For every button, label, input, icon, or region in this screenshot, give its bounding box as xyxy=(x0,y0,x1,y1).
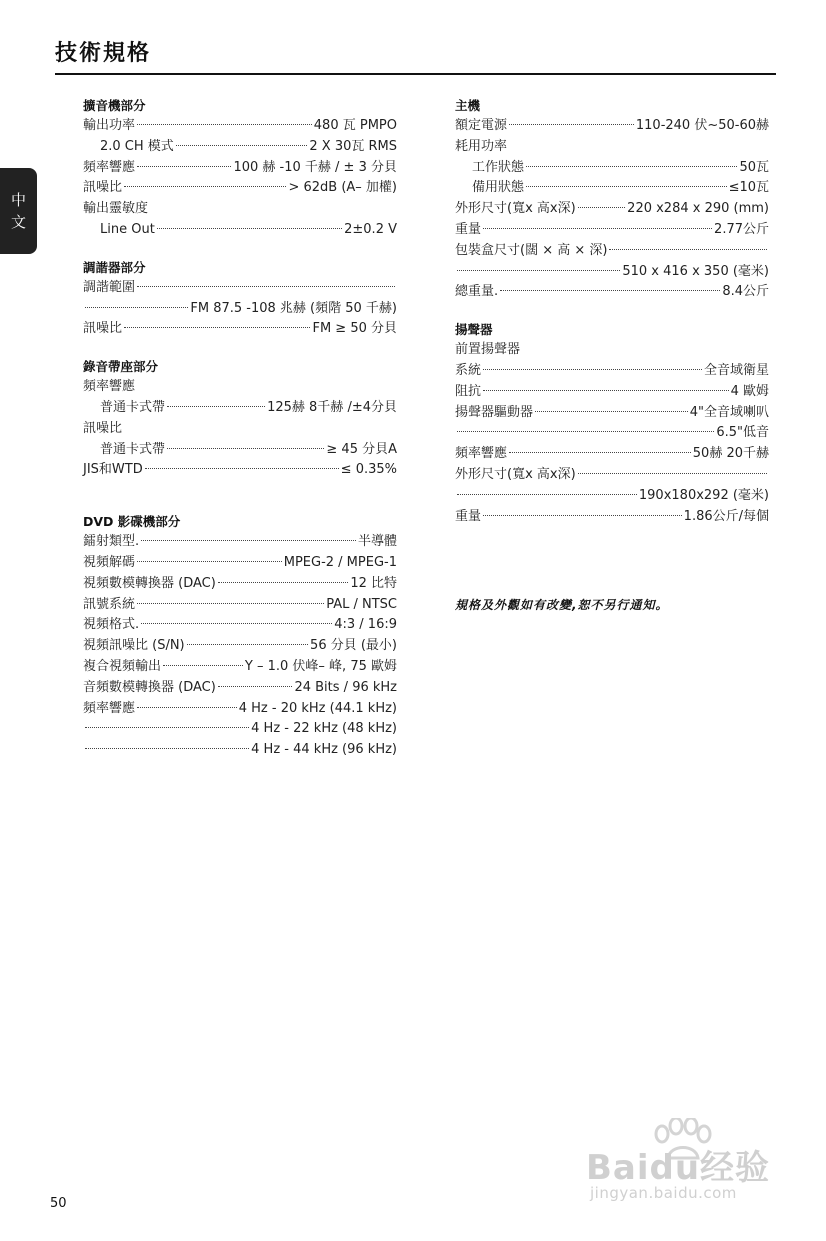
spec-row xyxy=(83,158,397,179)
spec-label: 輸出靈敏度 xyxy=(83,201,149,217)
spec-label: 訊號系統 xyxy=(83,596,136,612)
spec-label: 額定電源 xyxy=(455,118,508,133)
spec-label: 頻率響應 xyxy=(83,379,136,395)
spec-value: 半導體 xyxy=(357,534,397,550)
spec-value: 8.4公斤 xyxy=(722,284,769,300)
spec-row xyxy=(455,199,769,220)
dot-leader xyxy=(218,686,293,687)
spec-value: 50瓦 xyxy=(739,159,769,175)
spec-row xyxy=(455,486,769,507)
spec-row xyxy=(83,595,397,616)
title-rule xyxy=(55,73,776,75)
spec-label: 音頻數模轉換器 (DAC) xyxy=(83,679,216,695)
spec-value: 56 分貝 (最小) xyxy=(310,638,397,654)
spec-label: 工作狀態 xyxy=(472,159,525,175)
spec-row xyxy=(83,678,397,699)
dot-leader xyxy=(483,369,702,370)
spec-label: 備用狀態 xyxy=(472,180,525,196)
spec-label: 鐳射類型. xyxy=(83,534,140,550)
spec-label: 普通卡式帶 xyxy=(100,441,166,457)
spec-row xyxy=(83,460,397,481)
spec-label: 總重量. xyxy=(455,284,499,300)
section-title: DVD 影碟機部分 xyxy=(83,514,181,530)
left-spec-column xyxy=(83,95,397,761)
spec-label: 頻率響應 xyxy=(83,159,136,175)
spec-value: 110-240 伏~50-60赫 xyxy=(635,118,769,133)
spec-label: 訊噪比 xyxy=(83,321,123,337)
dot-leader xyxy=(500,290,720,291)
spec-row xyxy=(83,740,397,761)
spec-row xyxy=(83,199,397,220)
spec-label: 視頻格式. xyxy=(83,617,140,633)
dot-leader xyxy=(578,473,767,474)
spec-row xyxy=(455,220,769,241)
spec-value: 480 瓦 PMPO xyxy=(313,118,397,133)
dot-leader xyxy=(163,665,243,666)
dot-leader xyxy=(187,644,308,645)
spec-value: 510 x 416 x 350 (毫米) xyxy=(622,263,769,279)
spec-value: 24 Bits / 96 kHz xyxy=(294,679,397,695)
dot-leader xyxy=(137,124,312,125)
dot-leader xyxy=(483,515,682,516)
spec-row xyxy=(83,699,397,720)
spec-row xyxy=(83,299,397,320)
spec-value: 2±0.2 V xyxy=(344,221,397,237)
language-tab xyxy=(0,168,37,254)
dot-leader xyxy=(483,228,712,229)
dot-leader xyxy=(124,327,310,328)
dot-leader xyxy=(137,603,324,604)
spec-row xyxy=(455,137,769,158)
spec-label: JIS和WTD xyxy=(83,462,143,478)
dot-leader xyxy=(509,452,691,453)
watermark xyxy=(586,1118,776,1206)
dot-leader xyxy=(157,228,342,229)
spec-value: ≥ 45 分貝A xyxy=(326,441,397,457)
dot-leader xyxy=(176,145,308,146)
spec-value: 100 赫 -10 千赫 / ± 3 分貝 xyxy=(233,159,397,175)
spec-row xyxy=(455,382,769,403)
spec-row xyxy=(455,241,769,262)
spec-label: 外形尺寸(寬x 高x深) xyxy=(455,201,576,217)
dot-leader xyxy=(218,582,349,583)
spec-value: 2.77公斤 xyxy=(714,221,769,237)
spec-row xyxy=(455,423,769,444)
dot-leader xyxy=(85,727,249,728)
spec-value: 12 比特 xyxy=(350,575,397,591)
spec-row xyxy=(83,319,397,340)
dot-leader xyxy=(609,249,767,250)
dot-leader xyxy=(141,540,356,541)
section-title: 揚聲器 xyxy=(455,322,493,338)
page-number: 50 xyxy=(50,1196,67,1211)
spec-label: 系統 xyxy=(455,362,482,378)
dot-leader xyxy=(167,406,265,407)
spec-label: 重量 xyxy=(455,221,482,237)
spec-value: ≤10瓦 xyxy=(728,180,769,196)
spec-value: 全音域衛星 xyxy=(703,362,769,378)
spec-row xyxy=(455,282,769,303)
spec-value: 1.86公斤/每個 xyxy=(683,508,769,524)
spec-label: 頻率響應 xyxy=(455,446,508,462)
spec-row xyxy=(83,532,397,553)
spec-row xyxy=(83,574,397,595)
right-spec-column xyxy=(455,95,769,527)
dot-leader xyxy=(85,307,188,308)
dot-leader xyxy=(483,390,729,391)
spec-value: 4 Hz - 22 kHz (48 kHz) xyxy=(251,721,397,737)
spec-value: 4:3 / 16:9 xyxy=(334,617,397,633)
spec-label: 視頻數模轉換器 (DAC) xyxy=(83,575,216,591)
spec-row xyxy=(83,657,397,678)
dot-leader xyxy=(137,707,237,708)
watermark-brand: Baidu经验 xyxy=(586,1148,771,1188)
spec-row xyxy=(83,220,397,241)
spec-label: 阻抗 xyxy=(455,383,482,399)
dot-leader xyxy=(145,468,339,469)
spec-value: 220 x284 x 290 (mm) xyxy=(627,201,769,217)
spec-value: 50赫 20千赫 xyxy=(692,446,769,462)
spec-label: 普通卡式帶 xyxy=(100,399,166,415)
spec-value: PAL / NTSC xyxy=(326,596,397,612)
spec-row xyxy=(455,178,769,199)
spec-label: 耗用功率 xyxy=(455,138,508,154)
dot-leader xyxy=(526,186,727,187)
spec-value: MPEG-2 / MPEG-1 xyxy=(283,554,397,570)
dot-leader xyxy=(85,748,249,749)
spec-value: 125赫 8千赫 /±4分貝 xyxy=(267,399,397,415)
language-tab-char: 文 xyxy=(10,213,26,231)
spec-value: ≤ 0.35% xyxy=(340,462,397,478)
spec-row xyxy=(83,440,397,461)
section-gap xyxy=(83,340,397,356)
spec-value: Y – 1.0 伏峰– 峰, 75 歐姆 xyxy=(244,658,397,674)
dot-leader xyxy=(457,270,620,271)
change-notice: 規格及外觀如有改變,恕不另行通知。 xyxy=(455,598,669,612)
spec-row xyxy=(83,377,397,398)
section-gap xyxy=(83,481,397,511)
spec-label: 重量 xyxy=(455,508,482,524)
language-tab-char: 中 xyxy=(10,191,26,209)
spec-row xyxy=(455,340,769,361)
spec-row xyxy=(455,444,769,465)
spec-row xyxy=(83,278,397,299)
dot-leader xyxy=(137,286,395,287)
section-gap xyxy=(455,303,769,319)
spec-value: 4 Hz - 44 kHz (96 kHz) xyxy=(251,742,397,758)
spec-label: 複合視頻輸出 xyxy=(83,658,162,674)
spec-row xyxy=(83,719,397,740)
spec-value: 4"全音域喇叭 xyxy=(689,404,769,420)
dot-leader xyxy=(137,166,231,167)
spec-value: > 62dB (A– 加權) xyxy=(288,180,397,196)
dot-leader xyxy=(535,411,688,412)
dot-leader xyxy=(167,448,324,449)
section-title: 調諧器部分 xyxy=(83,259,146,275)
spec-label: 訊噪比 xyxy=(83,420,123,436)
dot-leader xyxy=(509,124,634,125)
dot-leader xyxy=(457,431,714,432)
spec-value: FM 87.5 -108 兆赫 (頻階 50 千赫) xyxy=(190,300,397,316)
spec-label: 包裝盒尺寸(闊 × 高 × 深) xyxy=(455,242,608,258)
spec-row xyxy=(455,361,769,382)
spec-row xyxy=(455,158,769,179)
spec-row xyxy=(455,507,769,528)
spec-label: 頻率響應 xyxy=(83,700,136,716)
spec-value: 190x180x292 (毫米) xyxy=(638,487,769,503)
watermark-url: jingyan.baidu.com xyxy=(590,1184,737,1202)
spec-label: 訊噪比 xyxy=(83,180,123,196)
spec-label: Line Out xyxy=(100,221,155,237)
spec-row xyxy=(83,398,397,419)
spec-label: 2.0 CH 模式 xyxy=(100,138,174,154)
spec-value: 4 Hz - 20 kHz (44.1 kHz) xyxy=(238,700,397,716)
spec-row xyxy=(83,553,397,574)
dot-leader xyxy=(526,166,737,167)
spec-row xyxy=(455,262,769,283)
section-title: 錄音帶座部分 xyxy=(83,359,159,375)
spec-value: FM ≥ 50 分貝 xyxy=(312,321,397,337)
spec-row xyxy=(83,137,397,158)
dot-leader xyxy=(124,186,286,187)
spec-label: 調諧範圍 xyxy=(83,279,136,295)
page-title: 技術規格 xyxy=(55,41,152,66)
dot-leader xyxy=(578,207,626,208)
dot-leader xyxy=(141,623,332,624)
spec-label: 前置揚聲器 xyxy=(455,342,521,358)
spec-row xyxy=(83,636,397,657)
spec-row xyxy=(455,116,769,137)
section-title: 擴音機部分 xyxy=(83,98,146,113)
spec-label: 視頻訊噪比 (S/N) xyxy=(83,638,185,654)
spec-value: 4 歐姆 xyxy=(730,383,769,399)
spec-row xyxy=(455,465,769,486)
spec-label: 輸出功率 xyxy=(83,118,136,133)
spec-row xyxy=(83,116,397,137)
dot-leader xyxy=(137,561,282,562)
spec-row xyxy=(455,403,769,424)
spec-label: 揚聲器驅動器 xyxy=(455,404,534,420)
section-title: 主機 xyxy=(455,98,481,113)
spec-value: 6.5"低音 xyxy=(716,425,769,441)
spec-row xyxy=(83,615,397,636)
spec-row xyxy=(83,178,397,199)
section-gap xyxy=(83,241,397,257)
spec-label: 外形尺寸(寬x 高x深) xyxy=(455,466,576,482)
spec-value: 2 X 30瓦 RMS xyxy=(309,138,397,154)
spec-label: 視頻解碼 xyxy=(83,554,136,570)
spec-row xyxy=(83,419,397,440)
dot-leader xyxy=(457,494,637,495)
